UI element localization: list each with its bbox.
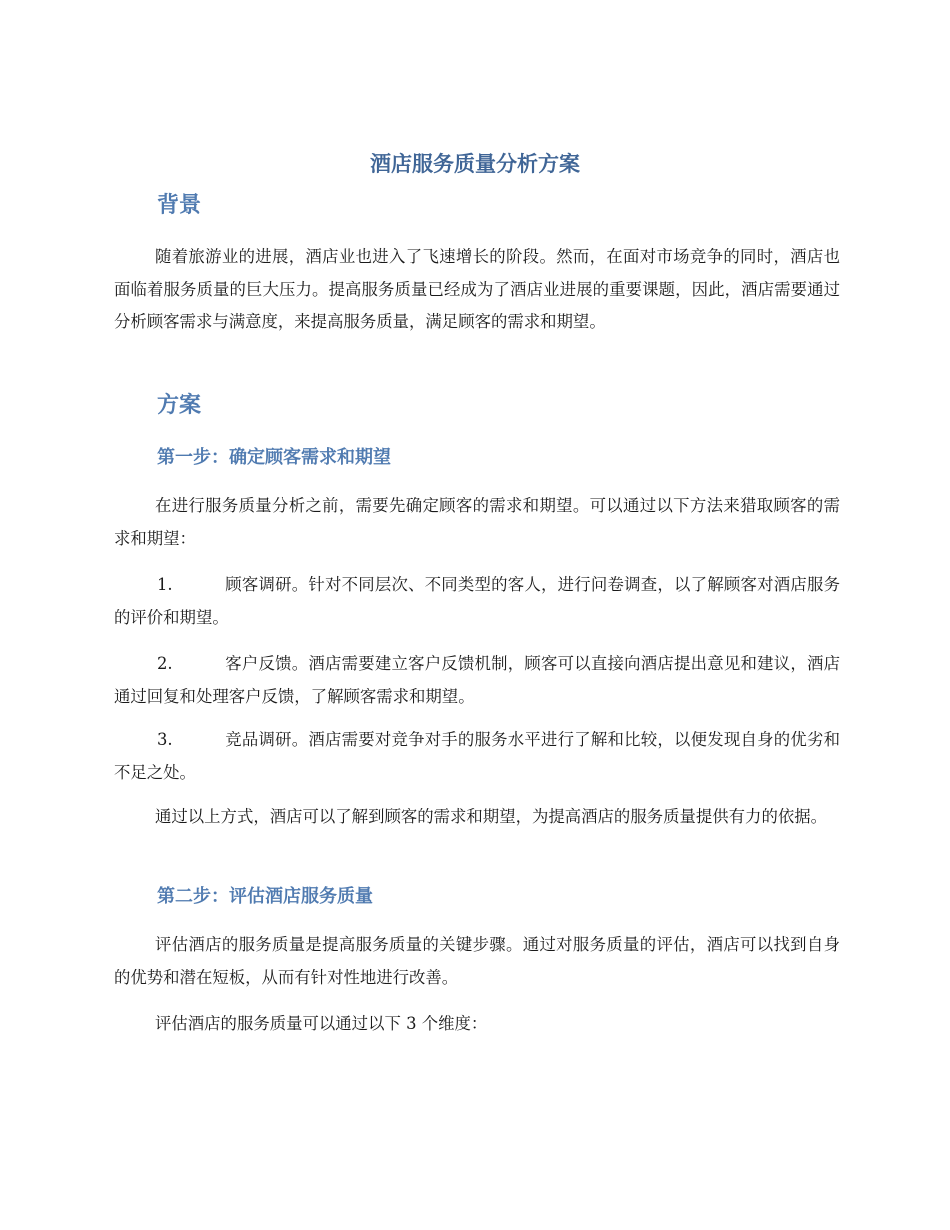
list-item: 2. 客户反馈。酒店需要建立客户反馈机制，顾客可以直接向酒店提出意见和建议，酒店通过回复和处理客户反馈，了解顾客需求和期望。 [114, 654, 840, 706]
heading-step1: 第一步：确定顾客需求和期望 [157, 447, 391, 468]
list-item-text: 顾客调研。针对不同层次、不同类型的客人，进行问卷调查，以了解顾客对酒店服务的评价和期望。 [114, 575, 840, 627]
heading-plan: 方案 [157, 393, 202, 418]
background-paragraph: 随着旅游业的进展，酒店业也进入了飞速增长的阶段。然而，在面对市场竞争的同时，酒店也面临着服务质量的巨大压力。提高服务质量已经成为了酒店业进展的重要课题，因此，酒店需要通过分析顾客需求与满意度，来提高服务质量，满足顾客的需求和期望。 [114, 247, 840, 331]
step1-intro-paragraph: 在进行服务质量分析之前，需要先确定顾客的需求和期望。可以通过以下方法来猎取顾客的需求和期望： [114, 496, 840, 548]
step2-paragraph-1: 评估酒店的服务质量是提高服务质量的关键步骤。通过对服务质量的评估，酒店可以找到自身的优势和潜在短板，从而有针对性地进行改善。 [114, 935, 840, 987]
step1-conclusion-paragraph: 通过以上方式，酒店可以了解到顾客的需求和期望，为提高酒店的服务质量提供有力的依据。 [155, 807, 828, 826]
list-item-text: 竞品调研。酒店需要对竞争对手的服务水平进行了解和比较，以便发现自身的优劣和不足之处。 [114, 730, 840, 782]
list-item: 1. 顾客调研。针对不同层次、不同类型的客人，进行问卷调查，以了解顾客对酒店服务的评价和期望。 [114, 575, 840, 627]
list-item-text: 客户反馈。酒店需要建立客户反馈机制，顾客可以直接向酒店提出意见和建议，酒店通过回复和处理客户反馈，了解顾客需求和期望。 [114, 654, 840, 706]
document-title: 酒店服务质量分析方案 [370, 152, 580, 176]
step2-paragraph-2: 评估酒店的服务质量可以通过以下 3 个维度： [155, 1014, 488, 1033]
list-item: 3. 竞品调研。酒店需要对竞争对手的服务水平进行了解和比较，以便发现自身的优劣和不足之处。 [114, 730, 840, 782]
heading-background: 背景 [157, 193, 202, 218]
heading-step2: 第二步：评估酒店服务质量 [157, 886, 373, 907]
